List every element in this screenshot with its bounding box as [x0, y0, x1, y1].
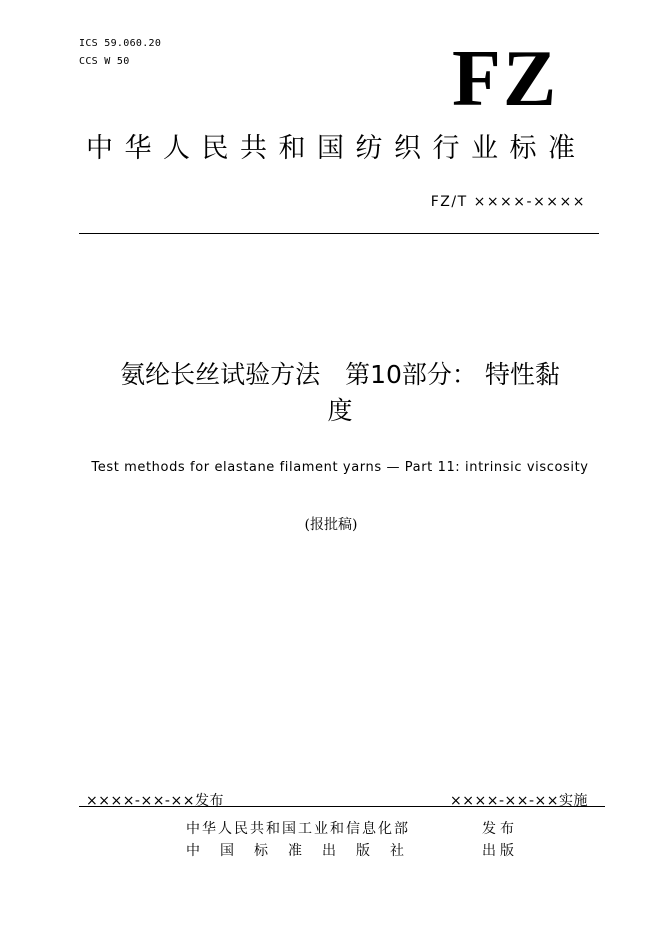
issuer-ministry-action: 发布 [482, 821, 518, 837]
document-title [70, 357, 610, 429]
issuer-publisher-action: 出版 [482, 843, 518, 859]
issuer-ministry: 中华人民共和国工业和信息化部 [186, 821, 410, 837]
english-title: Test methods for elastane filament yarns — Part 11: intrinsic viscosity [91, 460, 589, 475]
publish-date: ××××-××-××发布 [86, 793, 224, 809]
standard-number: FZ/T ××××-×××× [430, 194, 586, 210]
standard-body-title: 中华人民共和国纺织行业标准 [86, 133, 587, 164]
document-title-line-1: 氨纶长丝试验方法 第10部分： 特性黏 [120, 360, 560, 389]
ccs-code: CCS W 50 [79, 56, 130, 67]
fz-logo: FZ [452, 35, 559, 123]
implement-date: ××××-××-××实施 [450, 793, 588, 809]
ics-code: ICS 59.060.20 [79, 38, 162, 49]
document-title-line-2: 度 [327, 396, 353, 425]
draft-status: (报批稿) [304, 517, 358, 533]
issuer-publisher: 中国标准出版社 [186, 843, 424, 859]
bottom-divider [79, 806, 605, 807]
top-divider [79, 233, 599, 234]
